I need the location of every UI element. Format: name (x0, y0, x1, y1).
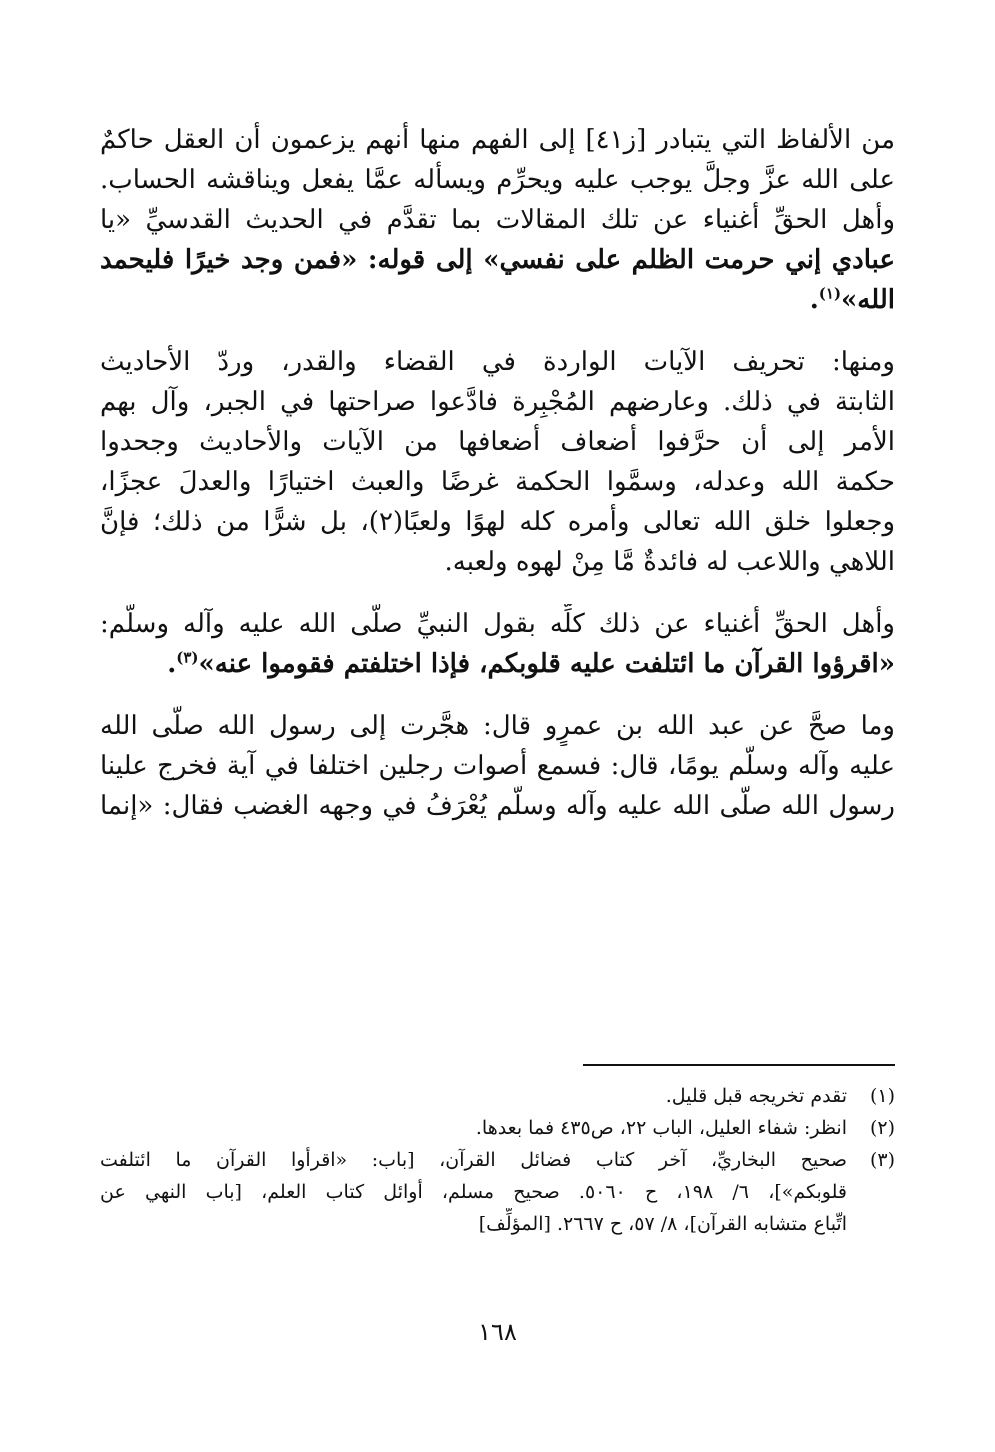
text-line (100, 644, 895, 684)
text-line: عبادي إني حرمت الظلم على نفسي» إلى قوله: «فمن وجد خيرًا فليحمد (100, 245, 895, 275)
text-line: حكمة الله وعدله، وسمَّوا الحكمة غرضًا والعبث اختيارًا والعدلَ عجزًا، (100, 467, 895, 497)
footnote-number: (١) (869, 1085, 895, 1107)
footnote-line: انظر: شفاء العليل، الباب ٢٢، ص٤٣٥ فما بعدها. (475, 1117, 847, 1139)
text-line: ومنها: تحريف الآيات الواردة في القضاء والقدر، وردّ الأحاديث (100, 347, 895, 377)
footnote-1 (100, 1080, 895, 1112)
text-line: الثابتة في ذلك. وعارضهم المُجْبِرة فادَّعوا صراحتها في الجبر، وآل بهم (100, 387, 895, 417)
text-fragment: «اقرؤوا القرآن ما ائتلفت عليه قلوبكم، فإذا اختلفتم فقوموا عنه» (198, 649, 895, 679)
text-line: على الله عزَّ وجلَّ يوجب عليه ويحرِّم ويسأله عمَّا يفعل ويناقشه الحساب. (100, 165, 895, 195)
footnote-number: (٢) (869, 1117, 895, 1139)
footnote-3 (100, 1144, 895, 1240)
text-line (100, 280, 895, 320)
paragraph-3 (100, 604, 895, 684)
paragraph-1 (100, 120, 895, 320)
footnote-line: صحيح البخاريِّ، آخر كتاب فضائل القرآن، [باب: «اقرأوا القرآن ما ائتلفت (100, 1149, 847, 1171)
paragraph-2 (100, 342, 895, 582)
footnote-line: تقدم تخريجه قبل قليل. (665, 1085, 847, 1107)
text-line: وأهل الحقِّ أغنياء عن ذلك كلِّه بقول النبيِّ صلَّى الله عليه وآله وسلَّم: (100, 609, 895, 639)
page-number: ١٦٨ (478, 1318, 517, 1346)
footnote-2 (100, 1112, 895, 1144)
text-fragment: الله» (841, 285, 895, 315)
text-line: عليه وآله وسلَّم يومًا، قال: فسمع أصوات رجلين اختلفا في آية فخرج علينا (100, 751, 895, 781)
footnote-text (100, 1080, 847, 1112)
text-fragment: . (809, 285, 819, 315)
text-line: وأهل الحقِّ أغنياء عن تلك المقالات بما تقدَّم في الحديث القدسيِّ «يا (100, 205, 895, 235)
text-line: اللاهي واللاعب له فائدةٌ مَّا مِنْ لهوه ولعبه. (444, 547, 895, 577)
footnote-text (100, 1144, 847, 1240)
text-line: من الألفاظ التي يتبادر [ز٤١] إلى الفهم منها أنهم يزعمون أن العقل حاكمٌ (100, 125, 895, 155)
text-fragment: . (167, 649, 177, 679)
text-line: رسول الله صلَّى الله عليه وآله وسلَّم يُعْرَفُ في وجهه الغضب فقال: «إنما (100, 791, 895, 821)
footnote-number: (٣) (869, 1149, 895, 1171)
footnote-line: اتِّباع متشابه القرآن]، ٨/ ٥٧، ح ٢٦٦٧. [المؤلِّف] (478, 1213, 847, 1235)
footnote-divider (583, 1064, 895, 1066)
footnote-line: قلوبكم»]، ٦/ ١٩٨، ح ٥٠٦٠. صحيح مسلم، أوائل كتاب العلم، [باب النهي عن (100, 1181, 847, 1203)
main-text (100, 120, 895, 826)
footnote-ref-1: (١) (818, 284, 842, 303)
text-line: وما صحَّ عن عبد الله بن عمرٍو قال: هجَّرت إلى رسول الله صلَّى الله (100, 711, 895, 741)
text-line: وجعلوا خلق الله تعالى وأمره كله لهوًا ولعبًا(٢)، بل شرًّا من ذلك؛ فإنَّ (100, 507, 895, 537)
text-line: الأمر إلى أن حرَّفوا أضعاف أضعافها من الآيات والأحاديث وجحدوا (100, 427, 895, 457)
footnote-ref-3: (٣) (176, 648, 199, 667)
paragraph-4 (100, 706, 895, 826)
footnotes (100, 1080, 895, 1240)
footnote-text (100, 1112, 847, 1144)
